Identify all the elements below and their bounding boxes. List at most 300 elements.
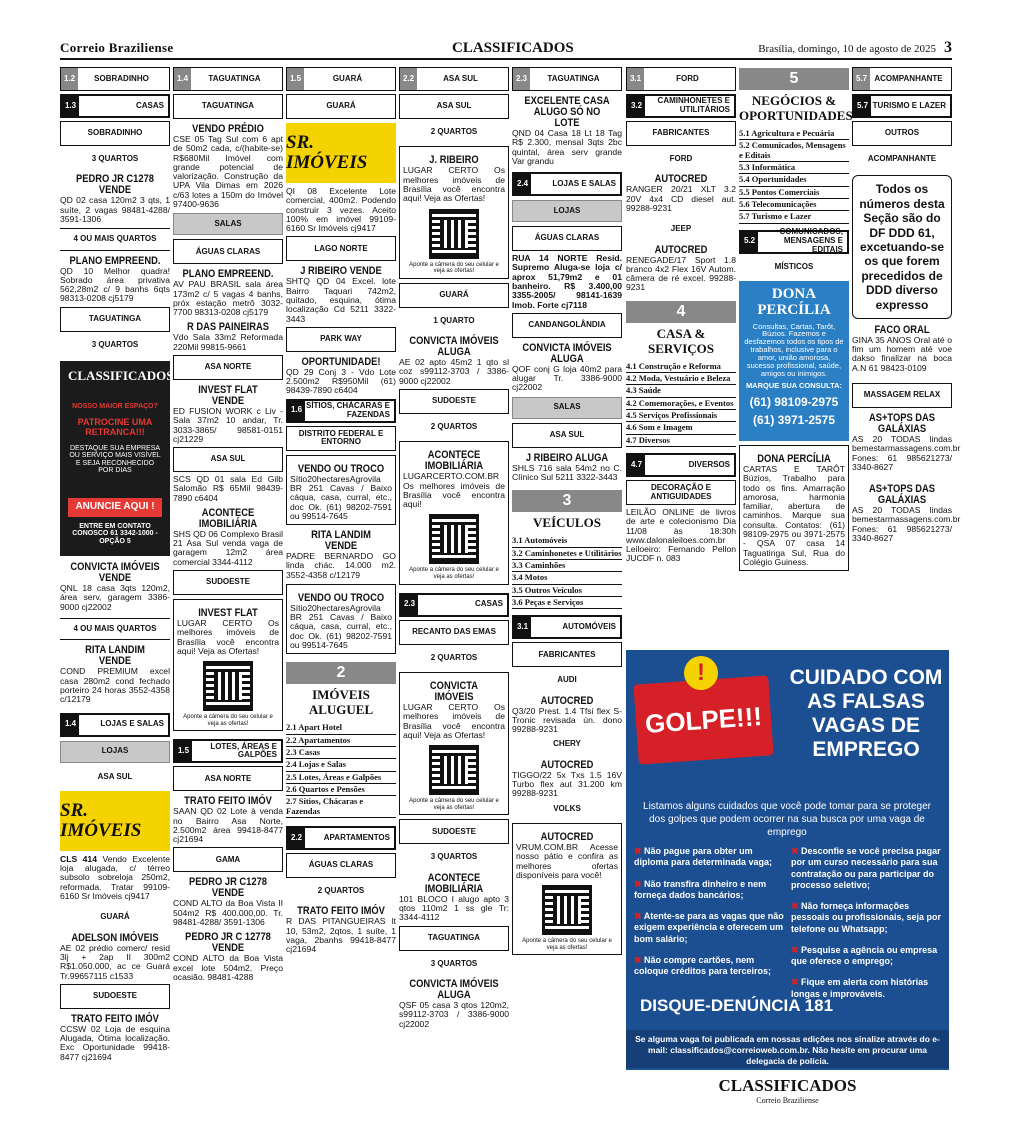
date-line: [758, 39, 952, 57]
section-number: 1.5: [287, 68, 304, 90]
subsection-label: 2 QUARTOS: [430, 127, 478, 136]
ad-text: R DAS PITANGUEIRAS lt 10, 53m2, 2qtos, 1 suíte, 1 vaga, 2banhs 99418-8477 cj21694: [286, 916, 396, 955]
section-number: 2.3: [401, 595, 418, 615]
column-3: [286, 64, 396, 954]
promo-title: CLASSIFICADOS: [68, 368, 174, 384]
column-1: [60, 64, 174, 1062]
disque-denuncia: DISQUE-DENÚNCIA 181: [640, 996, 834, 1015]
ad-text: CSE 05 Tag Sul com 6 apt de 50m2 cada, c/(habite-se) R$680Mil Imóvel com grande potencial de valorização. Construção da UPA Vila Dimas em 2026 c/63 lotes a 150m do Imóvel 97400-9636: [173, 134, 283, 209]
classified-ad: [286, 906, 396, 954]
section-header: [60, 713, 170, 737]
ad-text: CCSW 02 Loja de esquina Alugada, Ótima localização. Exc Oportunidade 99418-8477 cj21694: [60, 1023, 170, 1062]
section-number: 5.2: [741, 232, 758, 252]
index-item: 4.2 Moda, Vestuário e Beleza: [626, 373, 736, 385]
index-item: 4.1 Construção e Reforma: [626, 361, 736, 373]
banner-footer-text: Se alguma vaga foi publicada em nossas edições nos sinalize através do e-mail: classificados@correioweb.com.br. Não hesite em procurar uma delegacia de polícia.: [626, 1030, 949, 1068]
category-label: SALAS: [173, 213, 283, 235]
index-item: 3.6 Peças e Serviços: [512, 597, 622, 609]
ad-title: RITA LANDIM VENDE: [85, 644, 145, 668]
ad-text: QD 02 casa 120m2 3 qts, 1 suíte, 2 vagas 98481-4288/ 3591-1306: [60, 195, 170, 224]
section-number: 1.6: [288, 401, 305, 421]
ad-text: QSF 05 casa 3 qtos 120m2, s99112-3703 / 3386-9000 cj22002: [399, 999, 509, 1029]
phone: (61) 98109-2975: [749, 394, 839, 409]
ad-title: PLANO EMPREEND.: [182, 268, 274, 281]
classified-ad: [173, 269, 283, 317]
section-label: GUARÁ: [332, 73, 363, 83]
section-title: CLASSIFICADOS: [452, 39, 574, 56]
section-header: [626, 94, 736, 118]
region-box: SUDOESTE: [399, 819, 509, 844]
section-label: CASAS: [135, 100, 164, 110]
promo-cta: ANUNCIE AQUI !: [68, 498, 162, 517]
ad-text: Sítio20hectaresAgrovila BR 251 Cavas / Baixo cáqua, casa, curral, etc., doc Ok. (61) 98202-7591 ou 99514-7645: [290, 602, 392, 651]
section-header: [626, 67, 736, 91]
promo-text: NOSSO MAIOR ESPAÇO?: [72, 402, 158, 410]
ad-text: QNL 18 casa 3qts 120m2, área serv, garagem 3386-9000 cj22002: [60, 583, 170, 612]
ad-title: EXCELENTE CASA ALUGO SÓ NO LOTE: [524, 95, 610, 129]
ad-title: FACO ORAL: [874, 323, 930, 336]
region-box: CANDANGOLÂNDIA: [512, 313, 622, 338]
tip-text: Não forneça informações pessoais ou profissionais, seja por telefone ou Whatsapp;: [791, 901, 942, 934]
ad-title: J. RIBEIRO: [429, 154, 479, 167]
subsection-label: GUARÁ: [100, 912, 130, 922]
tip-item: [634, 879, 784, 902]
subsection-label: 3 QUARTOS: [91, 154, 139, 163]
page-header: [60, 38, 952, 60]
section-number: 5.7: [854, 96, 871, 116]
index-item: 5.1 Agricultura e Pecuária: [739, 128, 849, 140]
region-box: TAGUATINGA: [399, 926, 509, 951]
warning-icon: !: [684, 656, 718, 690]
classified-ad: [626, 508, 736, 564]
classified-ad: [173, 385, 283, 444]
tip-text: Não pague para obter um diploma para determinada vaga;: [634, 846, 773, 868]
region-box: RECANTO DAS EMAS: [399, 620, 509, 645]
classified-ad: [173, 322, 283, 352]
ad-title: PEDRO JR C 12778 VENDE: [185, 931, 271, 955]
promo-text: DESTAQUE SUA EMPRESA OU SERVIÇO MAIS VISÍVEL E SEJA RECONHECIDO POR DIAS: [69, 445, 161, 475]
tip-item: [791, 846, 943, 891]
tip-item: [791, 945, 943, 968]
ad-title: PEDRO JR C1278 VENDE: [76, 173, 154, 197]
classified-ad: [60, 174, 170, 224]
x-icon: ✖: [634, 911, 644, 921]
classified-ad: [512, 696, 622, 735]
tip-text: Não compre cartões, nem coloque créditos para terceiros;: [634, 954, 772, 976]
region-box: FABRICANTES: [512, 642, 622, 667]
column-7: [739, 64, 853, 575]
section-header: [512, 172, 622, 196]
classified-ad: [60, 256, 170, 304]
ad-title: J RIBEIRO ALUGA: [525, 451, 609, 464]
tip-text: Atente-se para as vagas que não exigem experiência e oferecem um bom salário;: [634, 911, 784, 944]
ad-text: ED FUSION WORK c Liv - Sala 37m2 10 andar, Tr. 3033-3865/ 98581-0151 cj21229: [173, 405, 283, 444]
section-header: [173, 739, 283, 763]
newspaper-name: Correio Braziliense: [60, 40, 174, 55]
section-header: [512, 67, 622, 91]
ad-text: COND ALTO da Boa Vista II 504m2 R$ 400.000,00. Tr. 98481-4288/ 3591-1306: [173, 898, 283, 928]
classified-ad: [512, 254, 622, 310]
subsection-label: 3 QUARTOS: [430, 852, 478, 862]
ad-text: QOF conj G loja 40m2 para alugar Tr. 3386-9000 cj22002: [512, 363, 622, 393]
section-header: [286, 826, 396, 850]
ad-title: OPORTUNIDADE!: [301, 355, 381, 368]
section-label: SÍTIOS, CHÁCARAS E FAZENDAS: [305, 400, 390, 419]
section-label: ACOMPANHANTE: [874, 73, 943, 83]
column-8: [852, 64, 961, 543]
ad-title: CONVICTA IMÓVEIS ALUGA: [522, 341, 612, 365]
ad-text: AS 20 TODAS lindas bemestarmassagens.com.br Fones: 61 985621273/ 3340-8627: [852, 434, 961, 472]
ad-title: ACONTECE IMOBILIÁRIA: [198, 506, 258, 530]
section-number: 2.4: [514, 174, 531, 194]
section-label: APARTAMENTOS: [323, 832, 390, 842]
qr-ad: [399, 146, 509, 278]
tip-text: Fique em alerta com histórias longas e improváveis.: [791, 977, 929, 999]
category-index: [286, 722, 396, 818]
percilia-ad: [739, 281, 849, 441]
region-box: GUARÁ: [399, 283, 509, 308]
section-label: ASA SUL: [443, 73, 478, 83]
tip-item: [634, 846, 784, 869]
qr-caption: Aponte a câmera do seu celular e veja as ofertas!: [409, 567, 499, 581]
ad-title: AUTOCRED: [540, 694, 594, 707]
region-box: MASSAGEM RELAX: [852, 383, 952, 408]
ad-title: AUTOCRED: [540, 758, 594, 771]
section-label: LOJAS E SALAS: [100, 719, 164, 729]
ad-text: COND ALTO da Boa Vista excel lote 504m2. Preço ocasião. 98481-4288: [173, 953, 283, 982]
ad-title: ACONTECE IMOBILIÁRIA: [424, 449, 484, 473]
ad-title: R DAS PAINEIRAS: [187, 321, 269, 334]
qr-caption: Aponte a câmera do seu celular e veja as ofertas!: [183, 714, 273, 727]
section-number: 3.2: [628, 96, 645, 116]
ad-text: GINA 35 ANOS Oral até o fim um homem até voe dakso finalizar na boca A.N 61 98423-0109: [852, 334, 952, 373]
section-header: [286, 67, 396, 91]
classified-ad: [512, 760, 622, 799]
ad-title: DONA PERCÍLIA: [757, 286, 831, 318]
region-box: ASA SUL: [512, 423, 622, 448]
ad-text: Consultas, Cartas, Tarôt, Búzios. Fazemos e desfazemos todos os tipos de trabalhos, inclusive para o amor, união amorosa, sucesso profissional, saúde, amigos ou inimigos.: [744, 321, 844, 378]
banner-headline: CUIDADO COM AS FALSAS VAGAS DE EMPREGO: [789, 666, 943, 762]
section-header: [739, 227, 849, 255]
ad-text: LUGARCERTO.COM.BR Os melhores imóveis de Brasília você encontra aqui!: [403, 471, 505, 510]
qr-code-icon: [429, 514, 479, 564]
classified-ad: [60, 1014, 170, 1062]
section-header: [60, 67, 170, 91]
category-number: 5: [739, 68, 849, 90]
qr-code-icon: [203, 661, 253, 711]
classified-ad: [173, 796, 283, 844]
qr-caption: Aponte a câmera do seu celular e veja as ofertas!: [409, 798, 499, 811]
classified-ad: [173, 475, 283, 503]
index-item: 4.6 Som e Imagem: [626, 422, 736, 434]
classified-ad: [286, 357, 396, 396]
section-label: LOJAS E SALAS: [552, 178, 616, 188]
index-item: 5.3 Informática: [739, 162, 849, 174]
qr-ad: [173, 599, 283, 731]
section-header: [399, 67, 509, 91]
subsection-label: CHERY: [553, 739, 581, 749]
section-label: TURISMO E LAZER: [872, 100, 946, 110]
ad-title: ACONTECE IMOBILIÁRIA: [424, 871, 484, 895]
classified-ad: [399, 979, 509, 1029]
x-icon: ✖: [791, 846, 802, 856]
classified-ad: [399, 336, 509, 386]
x-icon: ✖: [791, 901, 802, 911]
classified-ad: [852, 412, 961, 472]
promo-contact: ENTRE EM CONTATO CONOSCO 61 3342-1000 - OPÇÃO 5: [72, 522, 158, 545]
ad-text: SHLS 716 sala 54m2 no C. Clínico Sul 5211 3322-3443: [512, 462, 622, 482]
subsection-label: 4 OU MAIS QUARTOS: [60, 228, 170, 250]
ad-text: AV PAU BRASIL sala área 173m2 c/ 5 vagas 4 banhs, próx estação metrô 3032-7700 98313-0208 cj5179: [173, 279, 283, 318]
tip-text: Desconfie se você precisa pagar por um curso necessário para sua contratação ou para participar do processo seletivo;: [791, 846, 941, 890]
section-header: [512, 615, 622, 639]
ad-text: SAAN QD 02 Lote à venda no Bairro Asa Norte, 2.500m2 área 99418-8477 cj21694: [173, 806, 283, 845]
region-box: ASA SUL: [399, 94, 509, 119]
ad-title: CONVICTA IMÓVEIS VENDE: [70, 561, 160, 585]
ad-text: 101 BLOCO I alugo apto 3 qtos 110m2 1 ss gle Tr: 3344-4112: [399, 893, 509, 923]
page-number: 3: [944, 39, 952, 56]
ad-text: SHS QD 06 Complexo Brasil 21 Asa Sul venda vaga de garagem 12m2 área comercial 3344-4112: [173, 528, 283, 567]
category-label: SALAS: [512, 397, 622, 419]
section-label: FORD: [676, 73, 699, 83]
index-item: 4.7 Diversos: [626, 435, 736, 447]
classified-ad: [626, 245, 736, 293]
classified-ad: [286, 584, 396, 654]
section-label: TAGUATINGA: [208, 73, 261, 83]
section-number: 3.1: [514, 617, 531, 637]
classified-ad: [852, 325, 952, 373]
ad-text: TIGGO/22 5x Txs 1.5 16V Turbo flex aut 31.200 km 99288-9231: [512, 769, 622, 799]
section-number: 3.1: [627, 68, 644, 90]
promo-text: PATROCINE UMA RETRANCA!!!: [77, 417, 153, 437]
sr-imoveis-logo: SR. IMÓVEIS: [286, 123, 396, 183]
subsection-label: 3 QUARTOS: [91, 339, 139, 349]
ad-text: AE 02 prédio comerc/ resid 3lj + 2ap II 300m2 R$1.050.000, ac ce Guará Tr.99657115 c1533: [60, 942, 170, 981]
x-icon: ✖: [791, 977, 802, 988]
subsection-label: 3 QUARTOS: [430, 958, 478, 968]
subsection-label: MÍSTICOS: [774, 261, 814, 271]
section-header: [399, 593, 509, 617]
tip-item: [791, 901, 943, 935]
category-heading: NEGÓCIOS & OPORTUNIDADES: [739, 93, 853, 123]
ad-text: LUGAR CERTO Os melhores imóveis de Brasília você encontra aqui! Veja as Ofertas!: [403, 702, 505, 740]
classified-ad: [512, 96, 622, 166]
ad-title: TRATO FEITO IMÓV: [71, 1012, 159, 1025]
classified-ad: [60, 562, 170, 612]
region-box: GUARÁ: [286, 94, 396, 119]
classified-ad: [173, 124, 283, 209]
region-box: ASA NORTE: [173, 355, 283, 380]
scam-warning-banner: [626, 650, 949, 1116]
column-6: [626, 64, 736, 564]
column-4: [399, 64, 509, 1029]
region-box: SUDOESTE: [60, 984, 170, 1009]
ad-text: QND 04 Casa 18 Lt 18 Tag R$ 2.300, mensal 3qts 2bc quintal, área serv grande Var grandu: [512, 128, 622, 166]
ad-text: QI 08 Excelente Lote comercial, 400m2. Podendo construir 3 vezes. Aceito 100% em imóvel 99109-6160 Sr Imóveis cj9417: [286, 186, 396, 234]
qr-caption: Aponte a câmera do seu celular e veja as ofertas!: [409, 261, 499, 275]
classified-ad: [173, 508, 283, 567]
category-number: 4: [626, 301, 736, 323]
tip-item: [634, 911, 784, 945]
index-item: 2.3 Casas: [286, 747, 396, 759]
ad-title: PLANO EMPREEND.: [69, 254, 161, 267]
ad-title: INVEST FLAT VENDE: [198, 383, 258, 407]
classified-ad: [512, 343, 622, 393]
logo-title: CLASSIFICADOS: [718, 1076, 857, 1095]
ad-text: SCS QD 01 sala Ed Gilb Salomão R$ 65Mil 98439-7890 c6404: [173, 474, 283, 503]
region-box: ÁGUAS CLARAS: [512, 226, 622, 251]
region-box: PARK WAY: [286, 327, 396, 352]
ad-title: AUTOCRED: [654, 243, 708, 256]
qr-code-icon: [429, 745, 479, 795]
ddd-notice: Todos os números desta Seção são do DF DDD 61, excetuando-se os que forem precedidos de DDD diverso expresso: [852, 175, 952, 319]
region-box: FABRICANTES: [626, 121, 736, 146]
ad-title: CLS 414: [60, 853, 97, 864]
x-icon: ✖: [634, 954, 645, 965]
qr-code-icon: [429, 209, 479, 259]
ad-title: RITA LANDIM VENDE: [311, 529, 371, 553]
index-item: 3.5 Outros Veículos: [512, 585, 622, 597]
ad-text: PADRE BERNARDO GO linda chác. 14.000 m2. 3552-4358 c/12179: [286, 551, 396, 580]
section-label: SOBRADINHO: [94, 73, 149, 83]
region-box: DECORAÇÃO E ANTIGUIDADES: [626, 480, 736, 505]
ad-text: MARQUE SUA CONSULTA:: [745, 380, 843, 390]
region-box: TAGUATINGA: [173, 94, 283, 119]
classified-ad: [399, 873, 509, 923]
index-item: 4.5 Serviços Profissionais: [626, 410, 736, 422]
region-box: ÁGUAS CLARAS: [173, 239, 283, 264]
ad-text: Q3/20 Prest. 1.4 Tfsi flex S-Tronic revisada ún. dono 99288-9231: [512, 705, 622, 735]
banner-intro: Listamos alguns cuidados que você pode tomar para se proteger dos golpes que podem ocorrer na sua busca por uma vaga de emprego: [643, 801, 931, 838]
classified-ad: [173, 932, 283, 982]
qr-ad: [512, 823, 622, 955]
index-item: 2.7 Sítios, Chácaras e Fazendas: [286, 796, 396, 818]
ad-title: VENDO PRÉDIO: [192, 123, 264, 135]
ad-title: DONA PERCÍLIA: [757, 453, 831, 466]
region-box: ASA NORTE: [173, 766, 283, 791]
index-item: 5.6 Telecomunicações: [739, 199, 849, 211]
tips-left: [634, 846, 784, 977]
section-number: 1.5: [175, 741, 192, 761]
subsection-label: JEEP: [670, 224, 692, 234]
ad-title: INVEST FLAT: [198, 607, 258, 620]
category-heading: CASA & SERVIÇOS: [647, 325, 714, 356]
ad-title: PEDRO JR C1278 VENDE: [189, 876, 267, 900]
index-item: 5.4 Oportunidades: [739, 174, 849, 186]
ad-title: VENDO OU TROCO: [297, 591, 385, 604]
ad-text: Vendo Excelente loja alugada, c/ térreo subsolo sobreloja 250m2, reformada. Tratar 99109-6160 Sr Imóveis cj9417: [60, 853, 170, 902]
subsection-label: 2 QUARTOS: [430, 652, 478, 662]
subsection-label: ACOMPANHANTE: [867, 154, 937, 163]
section-number: 2.2: [288, 828, 305, 848]
section-label: DIVERSOS: [688, 459, 730, 469]
ad-title: CONVICTA IMÓVEIS: [429, 680, 479, 704]
subsection-label: 4 OU MAIS QUARTOS: [60, 618, 170, 640]
index-item: 3.4 Motos: [512, 572, 622, 584]
qr-ad: [399, 441, 509, 584]
ad-text: RANGER 20/21 XLT 3.2 20V 4x4 CD diesel aut. 99288-9231: [626, 184, 736, 213]
section-label: LOTES, ÁREAS E GALPÕES: [210, 741, 277, 760]
section-number: 2.3: [513, 68, 530, 90]
ad-text: RENEGADE/17 Sport 1.8 branco 4x2 Flex 16V Autom. câmera de ré excel. 99288-9231: [626, 254, 736, 293]
section-header: [626, 453, 736, 477]
qr-code-icon: [542, 885, 592, 935]
section-label: CASAS: [474, 599, 503, 609]
classified-ad: [60, 933, 170, 981]
region-box: DISTRITO FEDERAL E ENTORNO: [286, 426, 396, 451]
section-label: TAGUATINGA: [547, 73, 600, 83]
index-item: 3.2 Caminhonetes e Utilitários: [512, 548, 622, 560]
subsection-label: AUDI: [557, 675, 577, 685]
category-index: [739, 128, 849, 224]
index-item: 4.3 Saúde: [626, 385, 736, 397]
category-number: 2: [286, 662, 396, 684]
classified-ad: [852, 483, 961, 543]
section-label: CAMINHONETES E UTILITÁRIOS: [657, 96, 730, 114]
golpe-text: GOLPE!!!: [644, 700, 763, 739]
section-label: AUTOMÓVEIS: [562, 621, 616, 631]
ad-title: VENDO OU TROCO: [297, 462, 385, 475]
ad-title: TRATO FEITO IMÓV: [184, 795, 272, 808]
classified-ad: [739, 445, 849, 571]
date: Brasília, domingo, 10 de agosto de 2025: [758, 43, 936, 55]
phone: (61) 3971-2575: [752, 413, 836, 428]
ad-text: VRUM.COM.BR Acesse nosso pátio e confira as melhores ofertas disponíveis para você!: [516, 842, 618, 880]
ad-text: RUA 14 NORTE Resid. Supremo Aluga-se loja c/ aprox 51,79m2 e 01 banheiro. R$ 3.400,00 3355-2005/ 98141-1639 Imob. Forte cj7118: [512, 253, 622, 310]
index-item: 2.4 Lojas e Salas: [286, 759, 396, 771]
index-item: 5.7 Turismo e Lazer: [739, 211, 849, 223]
ad-text: Sítio20hectaresAgrovila BR 251 Cavas / Baixo cáqua, casa, curral, etc., doc Ok. (61) 98202-7591 ou 99514-7645: [290, 473, 392, 521]
ad-text: AS 20 TODAS lindas bemestarmassagens.com.br Fones: 61 985621273/ 3340-8627: [852, 505, 961, 543]
ad-text: Vdo Sala 33m2 Reformada 220Mil 99815-9661: [173, 332, 283, 352]
x-icon: ✖: [791, 944, 802, 955]
ad-title: AS+TOPS DAS GALÁXIAS: [868, 483, 936, 507]
index-item: 2.5 Lotes, Áreas e Galpões: [286, 772, 396, 784]
promo-ad: [60, 361, 174, 556]
ad-text: SHTQ QD 04 Excel. lote Bairro Taquari 742m2, quitado, esquina, ótima localização Cd 5211 3322-3443: [286, 276, 396, 324]
subsection-label: FORD: [669, 154, 693, 163]
tip-text: Não transfira dinheiro e nem forneça dados bancários;: [634, 878, 767, 900]
x-icon: ✖: [634, 846, 645, 856]
region-box: SUDOESTE: [399, 389, 509, 414]
category-number: 3: [512, 490, 622, 512]
sr-imoveis-logo: SR. IMÓVEIS: [60, 791, 170, 851]
ad-text: LUGAR CERTO Os melhores imóveis de Brasília você encontra aqui! Veja as Ofertas!: [403, 165, 505, 204]
section-header: [286, 399, 396, 423]
ad-text: AE 02 apto 45m2 1 qto sl coz s99112-3703 / 3386-9000 cj22002: [399, 357, 509, 386]
category-heading: IMÓVEIS ALUGUEL: [308, 687, 374, 718]
section-header: [60, 94, 170, 118]
section-number: 1.2: [61, 68, 78, 90]
x-icon: ✖: [634, 878, 645, 889]
region-box: ASA SUL: [173, 447, 283, 472]
column-2: [173, 64, 283, 982]
section-header: [173, 67, 283, 91]
region-box: SUDOESTE: [173, 570, 283, 595]
section-number: 1.3: [62, 96, 79, 116]
index-item: 5.5 Pontos Comerciais: [739, 187, 849, 199]
category-label: LOJAS: [60, 741, 170, 763]
subsection-label: 2 QUARTOS: [317, 885, 365, 895]
section-number: 2.2: [400, 68, 417, 90]
region-box: TAGUATINGA: [60, 307, 170, 332]
index-item: 2.6 Quartos e Pensões: [286, 784, 396, 796]
ad-title: TRATO FEITO IMÓV: [297, 905, 385, 918]
tip-text: Pesquise a agência ou empresa que oferece o emprego;: [791, 944, 938, 966]
region-box: OUTROS: [852, 121, 952, 146]
index-item: 3.3 Caminhões: [512, 560, 622, 572]
qr-caption: Aponte a câmera do seu celular e veja as ofertas!: [522, 938, 612, 951]
